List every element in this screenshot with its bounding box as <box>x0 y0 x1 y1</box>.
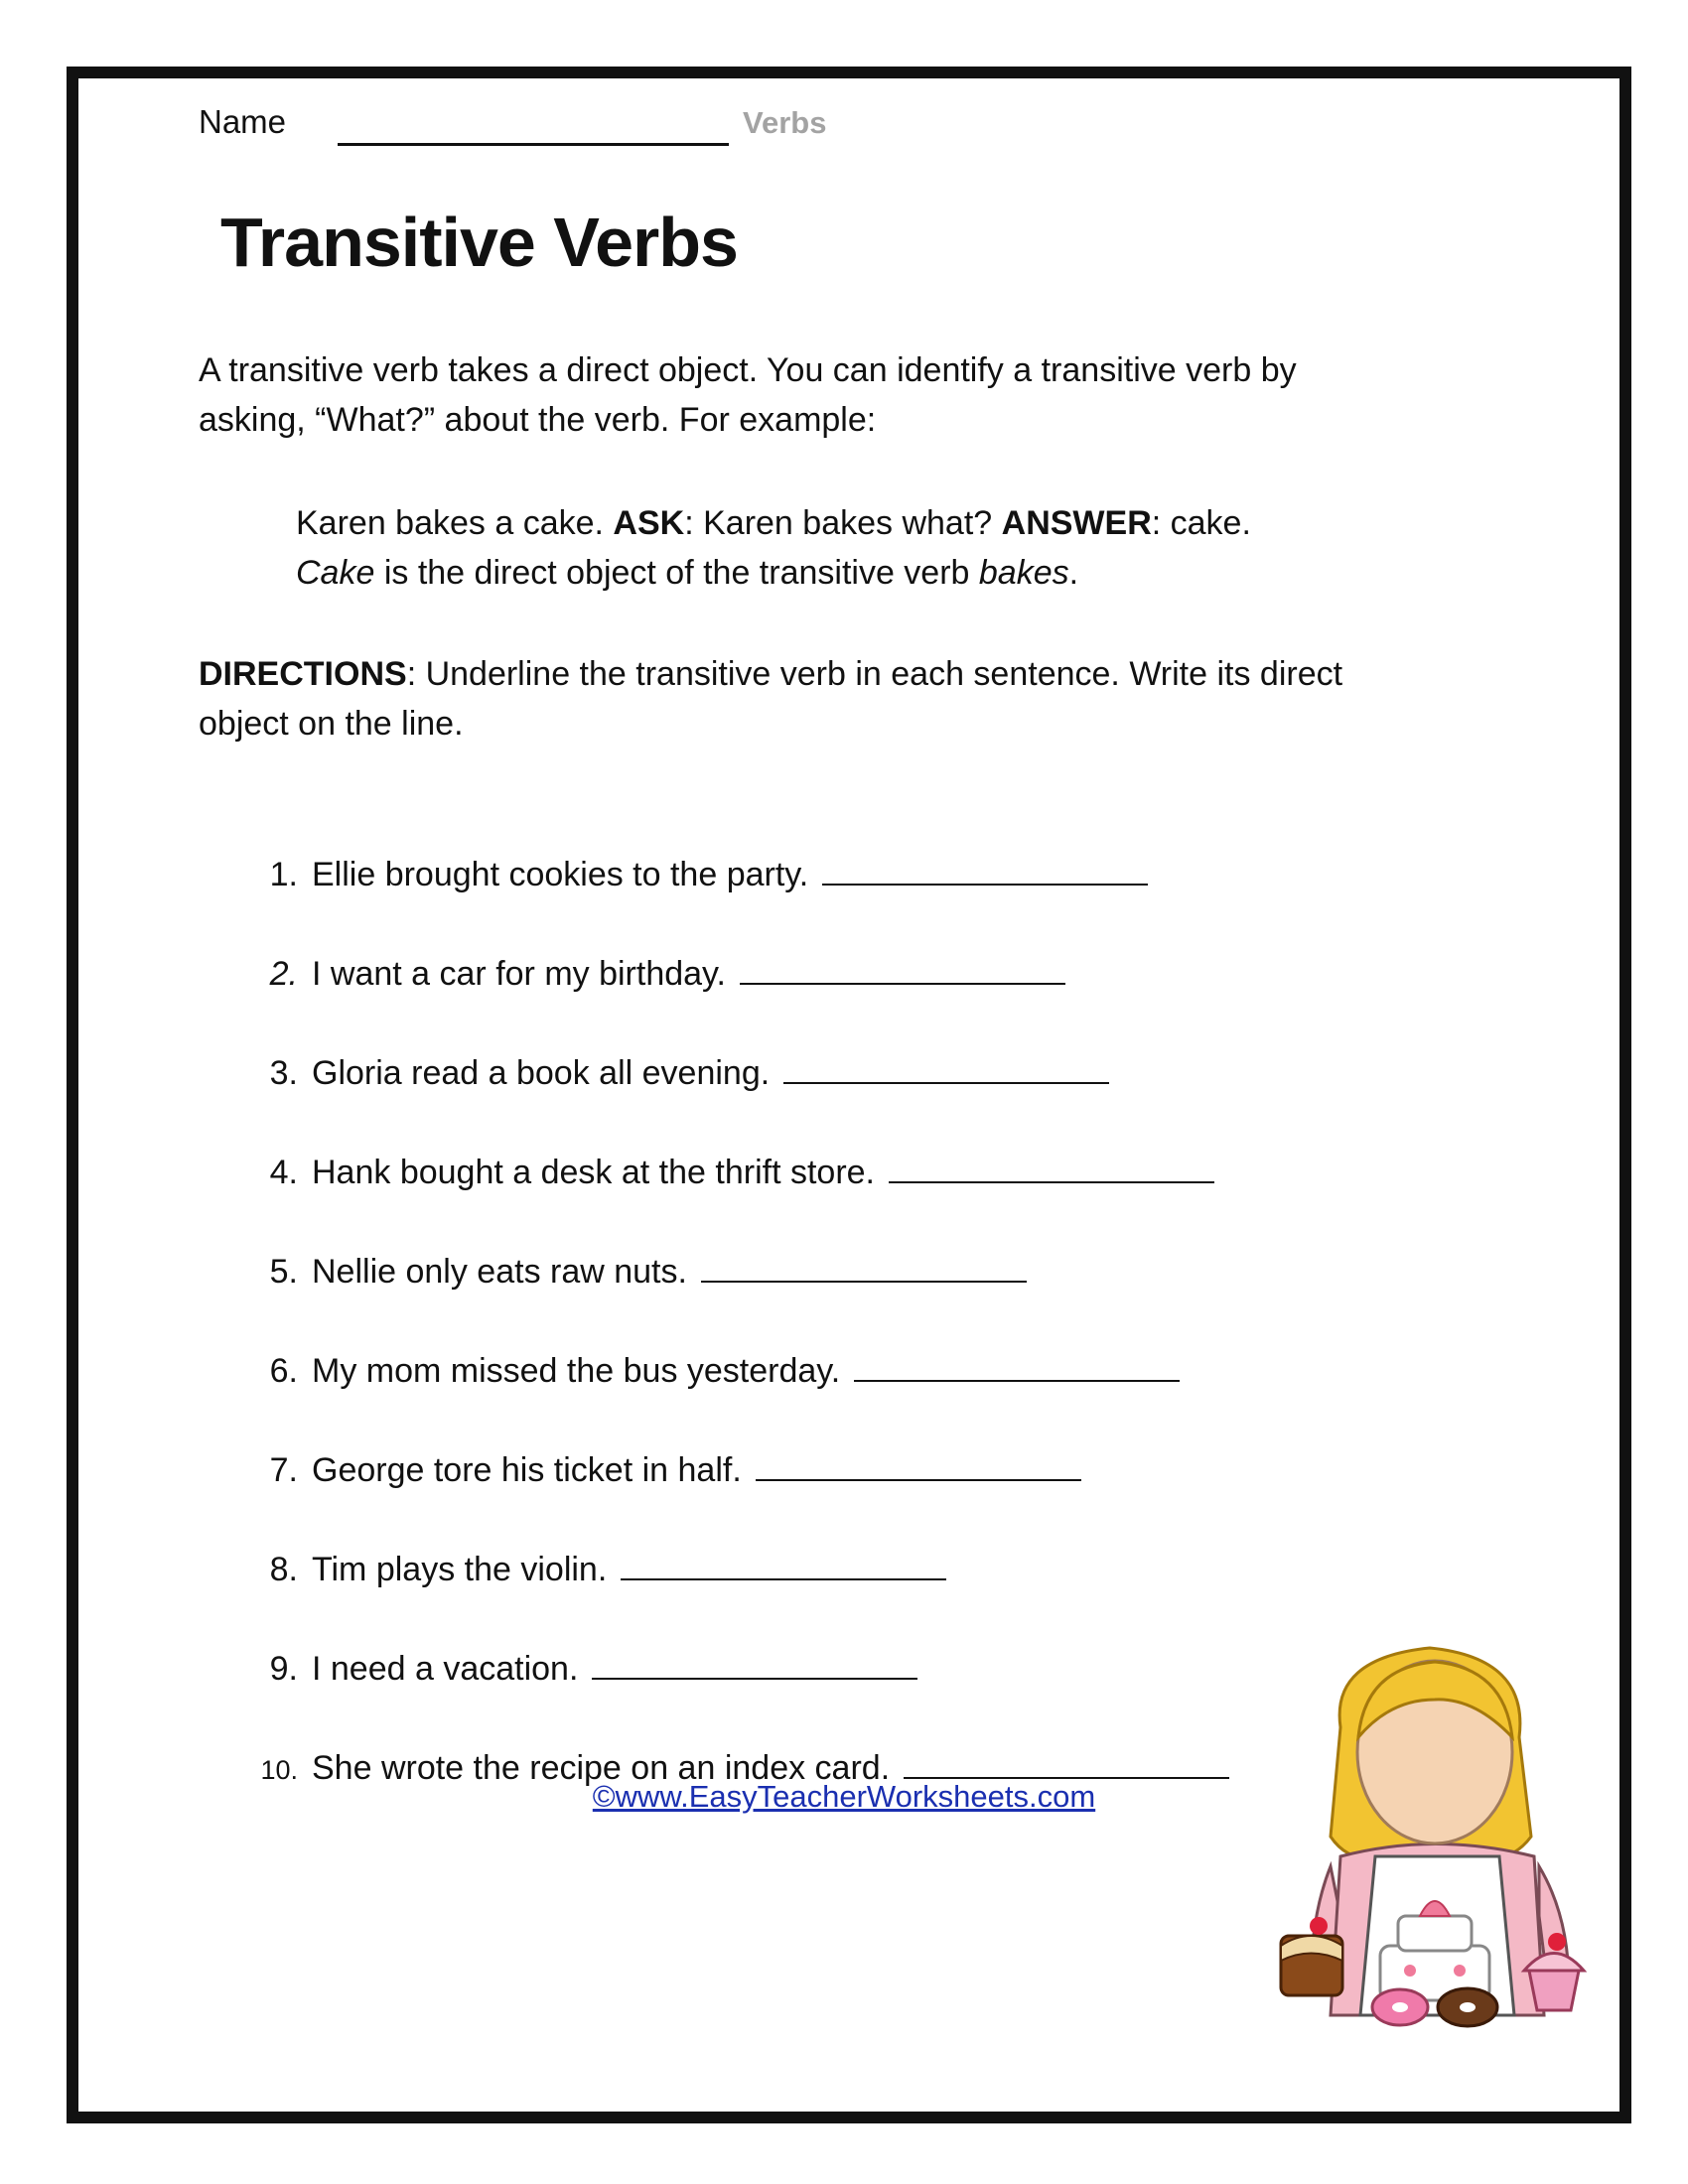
answer-line[interactable] <box>889 1180 1214 1183</box>
directions-line-2: object on the line. <box>199 705 464 743</box>
explain-end: . <box>1068 554 1079 592</box>
directions-label: DIRECTIONS <box>199 655 407 693</box>
name-label: Name <box>199 103 287 140</box>
ask-text: : Karen bakes what? <box>684 504 993 542</box>
answer-label: ANSWER <box>1001 504 1152 542</box>
question-text: I want a car for my birthday. <box>312 955 726 993</box>
question-text: Tim plays the violin. <box>312 1551 608 1588</box>
subject-tag: Verbs <box>743 105 827 140</box>
answer-line[interactable] <box>621 1577 946 1580</box>
answer-line[interactable] <box>854 1379 1180 1382</box>
example-line-2 <box>296 554 1078 593</box>
intro-line-2: asking, “What?” about the verb. For example: <box>199 401 877 439</box>
question-3 <box>246 1054 1109 1093</box>
question-number: 5. <box>269 1253 298 1291</box>
answer-line[interactable] <box>756 1478 1081 1481</box>
question-number: 1. <box>269 856 298 893</box>
answer-line[interactable] <box>701 1280 1027 1283</box>
question-9 <box>246 1650 917 1689</box>
explain-mid: is the direct object of the transitive verb <box>374 554 979 592</box>
answer-line[interactable] <box>592 1677 917 1680</box>
answer-line[interactable] <box>740 982 1065 985</box>
question-number: 7. <box>269 1451 298 1489</box>
question-4 <box>246 1154 1214 1192</box>
question-number: 6. <box>269 1352 298 1390</box>
name-blank-line[interactable] <box>338 143 729 146</box>
directions-line-1 <box>199 649 1342 699</box>
question-text: George tore his ticket in half. <box>312 1451 742 1489</box>
answer-line[interactable] <box>822 883 1148 886</box>
ask-label: ASK <box>613 504 685 542</box>
question-7 <box>246 1451 1081 1490</box>
answer-line[interactable] <box>783 1081 1109 1084</box>
question-text: Gloria read a book all evening. <box>312 1054 771 1092</box>
question-text: Ellie brought cookies to the party. <box>312 856 809 893</box>
question-text: She wrote the recipe on an index card. <box>312 1749 891 1787</box>
intro-line-1: A transitive verb takes a direct object. You can identify a transitive verb by <box>199 351 1297 389</box>
question-8 <box>246 1551 946 1589</box>
question-text: I need a vacation. <box>312 1650 579 1688</box>
question-2 <box>246 955 1065 994</box>
explain-word: Cake <box>296 554 375 592</box>
question-number: 4. <box>269 1154 298 1191</box>
question-text: Nellie only eats raw nuts. <box>312 1253 687 1291</box>
baker-clipart <box>1271 1618 1609 2035</box>
question-number: 3. <box>269 1054 298 1092</box>
directions-text: : Underline the transitive verb in each sentence. Write its direct <box>406 655 1343 693</box>
question-number: 10. <box>260 1755 298 1785</box>
footer <box>0 1779 1688 1815</box>
page-title: Transitive Verbs <box>220 204 738 281</box>
question-number: 9. <box>269 1650 298 1688</box>
question-6 <box>246 1352 1180 1391</box>
explain-verb: bakes <box>978 554 1069 592</box>
footer-link[interactable]: ©www.EasyTeacherWorksheets.com <box>592 1779 1096 1814</box>
example-sentence: Karen bakes a cake. <box>296 504 604 542</box>
example-line-1 <box>296 504 1251 543</box>
question-number: 2. <box>269 955 298 993</box>
answer-text: : cake. <box>1151 504 1251 542</box>
question-text: Hank bought a desk at the thrift store. <box>312 1154 875 1191</box>
question-number: 8. <box>269 1551 298 1588</box>
question-text: My mom missed the bus yesterday. <box>312 1352 841 1390</box>
question-5 <box>246 1253 1027 1292</box>
question-1 <box>246 856 1148 894</box>
